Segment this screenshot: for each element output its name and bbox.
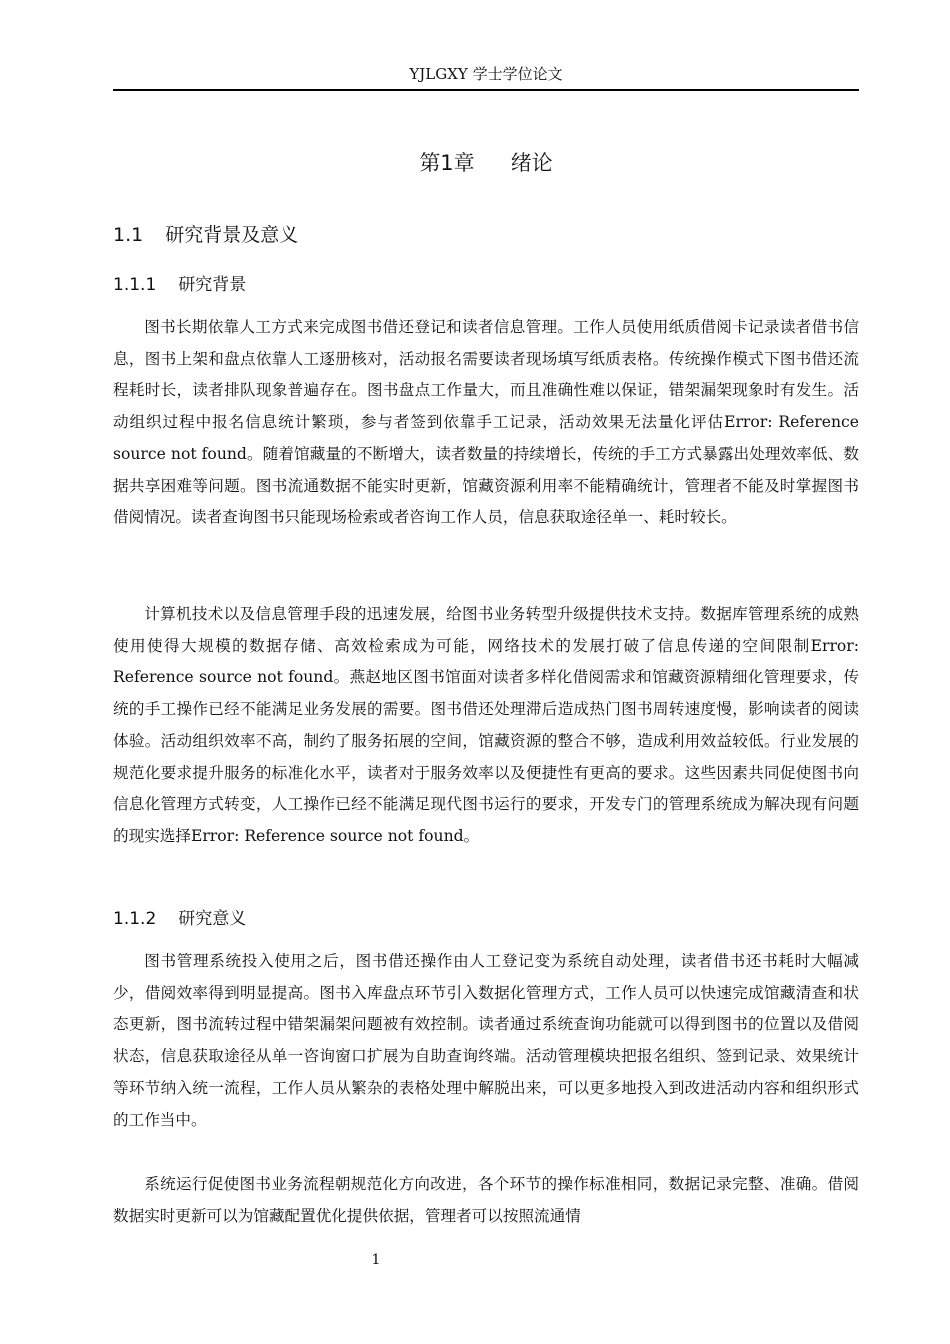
chapter-number: 第1章 <box>419 151 475 175</box>
paragraph: 图书长期依靠人工方式来完成图书借还登记和读者信息管理。工作人员使用纸质借阅卡记录读者借书信息，图书上架和盘点依靠人工逐册核对，活动报名需要读者现场填写纸质表格。传统操作模式下图书借还流程耗时长，读者排队现象普遍存在。图书盘点工作量大，而且准确性难以保证，错架漏架现象时有发生。活动组织过程中报名信息统计繁琐，参与者签到依靠手工记录，活动效果无法量化评估Error: Reference source not found。随着馆藏量的不断增大，读者数量的持续增长，传统的手工方式暴露出处理效率低、数据共享困难等问题。图书流通数据不能实时更新，馆藏资源利用率不能精确统计，管理者不能及时掌握图书借阅情况。读者查询图书只能现场检索或者咨询工作人员，信息获取途径单一、耗时较长。 <box>113 318 859 527</box>
header-rule <box>113 89 859 91</box>
subsection-heading-1-1-1 <box>113 272 246 298</box>
subsection-number: 1.1.2 <box>113 909 157 929</box>
subsection-title: 研究意义 <box>178 909 247 929</box>
subsection-title: 研究背景 <box>178 275 247 295</box>
running-header: YJLGXY 学士学位论文 <box>409 65 563 83</box>
subsection-heading-1-1-2 <box>113 906 246 932</box>
section-number: 1.1 <box>113 224 144 246</box>
section-heading-1-1 <box>113 222 298 248</box>
section-title: 研究背景及意义 <box>165 224 299 246</box>
paragraph: 图书管理系统投入使用之后，图书借还操作由人工登记变为系统自动处理，读者借书还书耗时大幅减少，借阅效率得到明显提高。图书入库盘点环节引入数据化管理方式，工作人员可以快速完成馆藏清查和状态更新，图书流转过程中错架漏架问题被有效控制。读者通过系统查询功能就可以得到图书的位置以及借阅状态，信息获取途径从单一咨询窗口扩展为自助查询终端。活动管理模块把报名组织、签到记录、效果统计等环节纳入统一流程，工作人员从繁杂的表格处理中解脱出来，可以更多地投入到改进活动内容和组织形式的工作当中。 <box>113 952 859 1129</box>
subsection-number: 1.1.1 <box>113 275 157 295</box>
chapter-name: 绪论 <box>510 151 553 175</box>
chapter-title <box>113 148 859 178</box>
paragraph: 系统运行促使图书业务流程朝规范化方向改进，各个环节的操作标准相同，数据记录完整、准确。借阅数据实时更新可以为馆藏配置优化提供依据，管理者可以按照流通情 <box>113 1175 859 1225</box>
paragraph: 计算机技术以及信息管理手段的迅速发展，给图书业务转型升级提供技术支持。数据库管理系统的成熟使用使得大规模的数据存储、高效检索成为可能，网络技术的发展打破了信息传递的空间限制Error: Reference source not found。燕赵地区图书馆面对读者多样化借阅需求和馆藏资源精细化管理要求，传统的手工操作已经不能满足业务发展的需要。图书借还处理滞后造成热门图书周转速度慢，影响读者的阅读体验。活动组织效率不高，制约了服务拓展的空间，馆藏资源的整合不够，造成利用效益较低。行业发展的规范化要求提升服务的标准化水平，读者对于服务效率以及便捷性有更高的要求。这些因素共同促使图书向信息化管理方式转变，人工操作已经不能满足现代图书运行的要求，开发专门的管理系统成为解决现有问题的现实选择Error: Reference source not found。 <box>113 605 859 845</box>
page-number: 1 <box>371 1252 381 1268</box>
